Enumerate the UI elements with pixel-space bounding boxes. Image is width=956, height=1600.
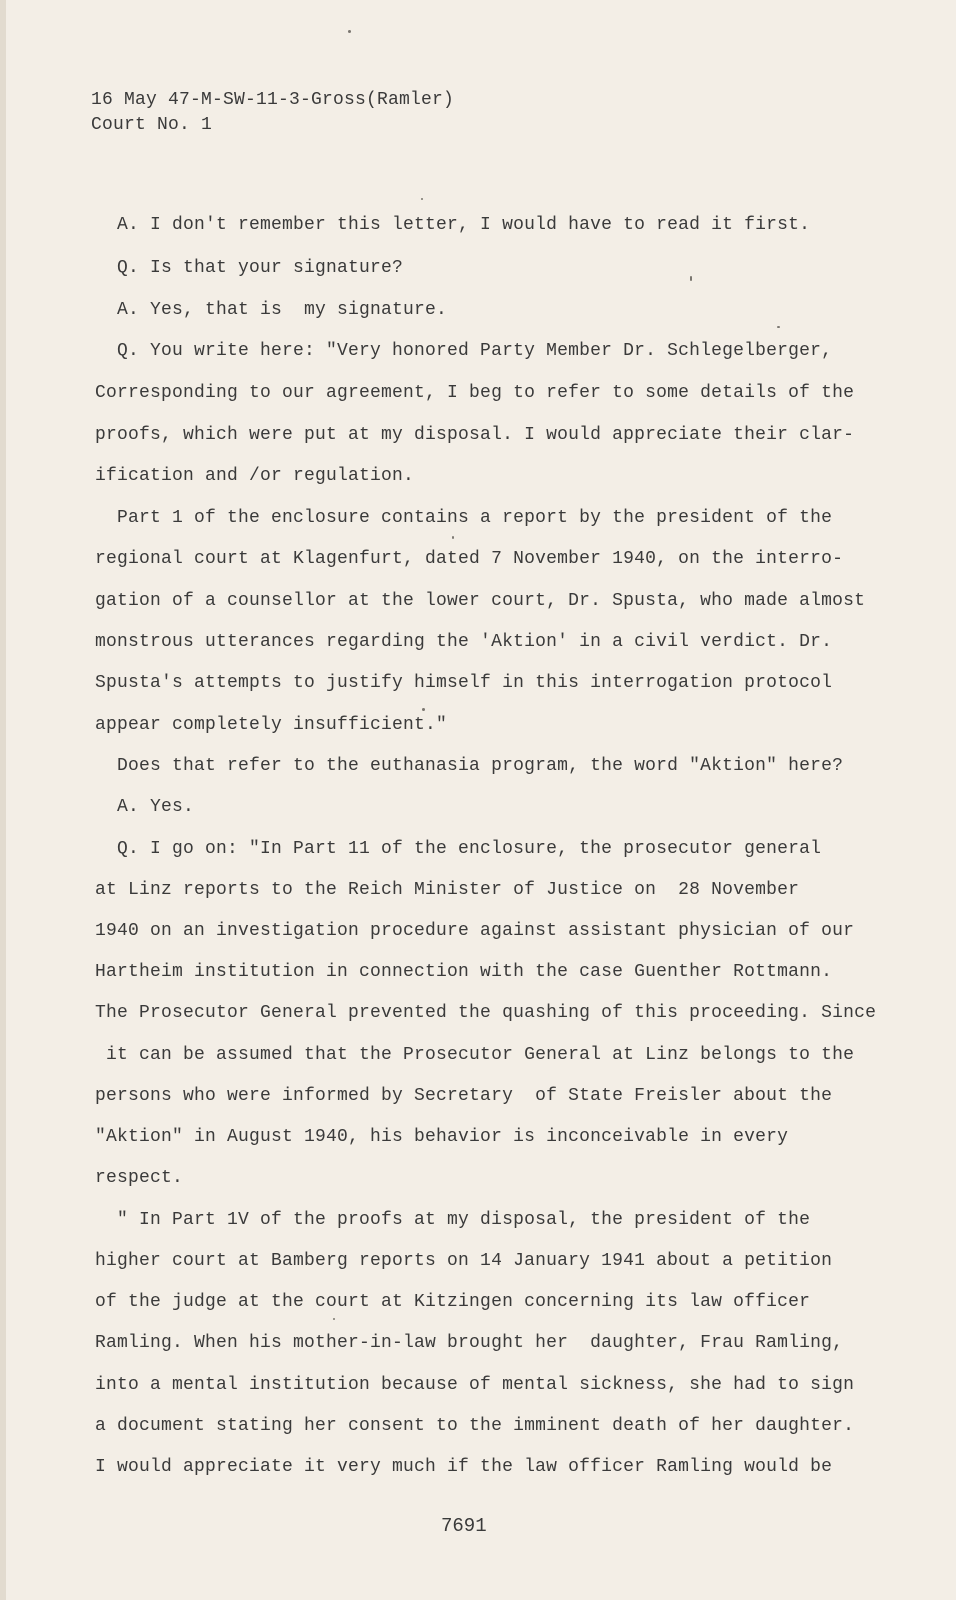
transcript-line: The Prosecutor General prevented the quashing of this proceeding. Since bbox=[95, 1003, 877, 1023]
paper-speck bbox=[777, 326, 780, 328]
paper-speck bbox=[452, 536, 454, 539]
court-number: Court No. 1 bbox=[91, 115, 213, 135]
document-reference: 16 May 47-M-SW-11-3-Gross(Ramler) bbox=[91, 90, 455, 110]
transcript-line: Q. I go on: "In Part 11 of the enclosure, the prosecutor general bbox=[95, 839, 822, 859]
transcript-line: A. I don't remember this letter, I would have to read it first. bbox=[95, 215, 811, 235]
transcript-line: ification and /or regulation. bbox=[95, 466, 415, 486]
paper-speck bbox=[333, 1318, 335, 1320]
transcript-line: Q. Is that your signature? bbox=[95, 258, 404, 278]
transcript-line: regional court at Klagenfurt, dated 7 November 1940, on the interro- bbox=[95, 549, 844, 569]
transcript-line: gation of a counsellor at the lower court, Dr. Spusta, who made almost bbox=[95, 591, 866, 611]
transcript-line: proofs, which were put at my disposal. I would appreciate their clar- bbox=[95, 425, 855, 445]
transcript-line: persons who were informed by Secretary of State Freisler about the bbox=[95, 1086, 833, 1106]
page-number: 7691 bbox=[441, 1515, 487, 1537]
transcript-line: 1940 on an investigation procedure against assistant physician of our bbox=[95, 921, 855, 941]
transcript-line: Spusta's attempts to justify himself in this interrogation protocol bbox=[95, 673, 833, 693]
transcript-line: A. Yes. bbox=[95, 797, 195, 817]
paper-speck bbox=[690, 276, 692, 281]
transcript-line: appear completely insufficient." bbox=[95, 715, 448, 735]
paper-speck bbox=[421, 198, 423, 200]
transcript-line: Ramling. When his mother-in-law brought her daughter, Frau Ramling, bbox=[95, 1333, 844, 1353]
transcript-line: Does that refer to the euthanasia program, the word "Aktion" here? bbox=[95, 756, 844, 776]
transcript-line: Part 1 of the enclosure contains a report by the president of the bbox=[95, 508, 833, 528]
transcript-line: Hartheim institution in connection with the case Guenther Rottmann. bbox=[95, 962, 833, 982]
paper-speck bbox=[348, 30, 351, 33]
transcript-line: " In Part 1V of the proofs at my disposal, the president of the bbox=[95, 1210, 811, 1230]
transcript-line: "Aktion" in August 1940, his behavior is inconceivable in every bbox=[95, 1127, 789, 1147]
page-edge bbox=[0, 0, 6, 1600]
transcript-line: a document stating her consent to the imminent death of her daughter. bbox=[95, 1416, 855, 1436]
transcript-line: of the judge at the court at Kitzingen concerning its law officer bbox=[95, 1292, 811, 1312]
transcript-line: higher court at Bamberg reports on 14 January 1941 about a petition bbox=[95, 1251, 833, 1271]
transcript-line: it can be assumed that the Prosecutor General at Linz belongs to the bbox=[95, 1045, 855, 1065]
transcript-line: respect. bbox=[95, 1168, 184, 1188]
paper-speck bbox=[422, 708, 425, 711]
transcript-line: Q. You write here: "Very honored Party Member Dr. Schlegelberger, bbox=[95, 341, 833, 361]
transcript-line: Corresponding to our agreement, I beg to refer to some details of the bbox=[95, 383, 855, 403]
transcript-line: A. Yes, that is my signature. bbox=[95, 300, 448, 320]
transcript-line: I would appreciate it very much if the law officer Ramling would be bbox=[95, 1457, 833, 1477]
transcript-line: monstrous utterances regarding the 'Aktion' in a civil verdict. Dr. bbox=[95, 632, 833, 652]
transcript-line: at Linz reports to the Reich Minister of Justice on 28 November bbox=[95, 880, 800, 900]
transcript-line: into a mental institution because of mental sickness, she had to sign bbox=[95, 1375, 855, 1395]
